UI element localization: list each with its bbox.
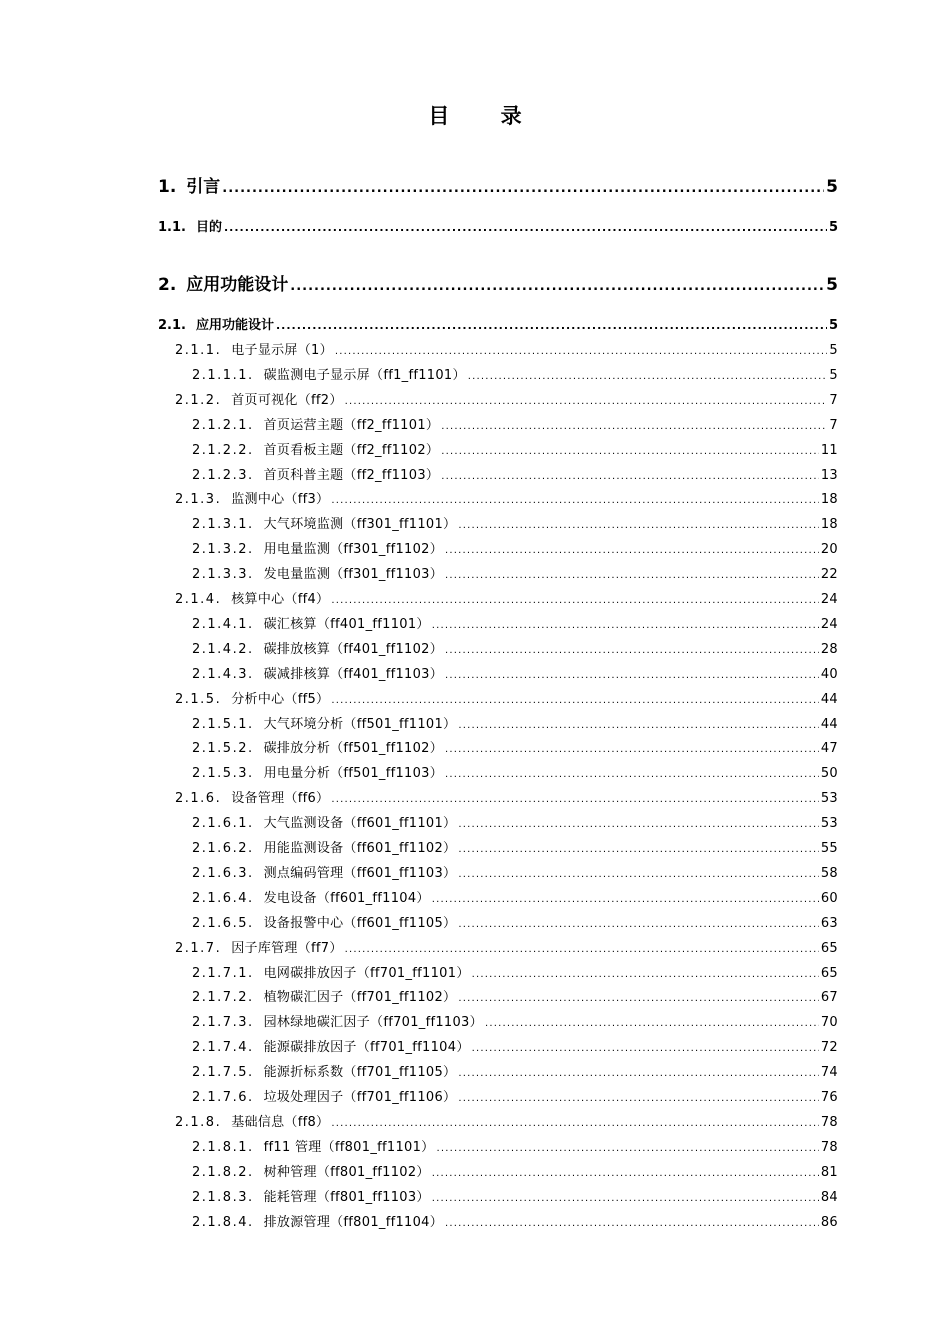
toc-entry-number: 2.1.7.5. (192, 1065, 254, 1081)
toc-entry-text: 因子库管理（ff7） (231, 940, 343, 956)
toc-entry-text: ff11 管理（ff801_ff1101） (263, 1139, 435, 1155)
toc-entry[interactable] (175, 787, 838, 806)
toc-entry-label (192, 1011, 483, 1030)
toc-entry-number: 2.1.1. (175, 343, 222, 358)
toc-entry-number: 2.1.2. (175, 392, 222, 408)
toc-entry-text: 基础信息（ff8） (231, 1114, 330, 1130)
toc-dot-leader (445, 741, 819, 756)
toc-entry-number: 2.1.4.1. (192, 616, 254, 632)
toc-entry-text: 能耗管理（ff801_ff1103） (263, 1189, 430, 1205)
toc-page-number: 78 (820, 1114, 838, 1130)
toc-entry[interactable] (192, 513, 838, 532)
toc-entry-number: 2.1.2.3. (192, 467, 254, 483)
toc-entry-text: 引言 (186, 177, 221, 197)
toc-dot-leader (345, 393, 828, 408)
toc-entry-label (192, 912, 456, 931)
toc-entry-label (175, 488, 329, 507)
toc-entry-number: 2.1.6.2. (192, 841, 254, 856)
toc-dot-leader (222, 177, 824, 197)
toc-entry[interactable] (192, 1211, 838, 1230)
toc-dot-leader (290, 275, 824, 295)
toc-entry-label (192, 538, 443, 557)
toc-page-number: 78 (820, 1139, 838, 1155)
toc-entry-text: 电网碳排放因子（ff701_ff1101） (263, 965, 470, 981)
toc-entry-number: 2.1.7.6. (192, 1090, 254, 1105)
toc-page-number: 5 (826, 177, 838, 197)
toc-entry[interactable] (175, 688, 838, 707)
toc-entry-label (192, 1136, 434, 1155)
toc-dot-leader (458, 717, 819, 732)
toc-entry[interactable] (192, 1061, 838, 1080)
toc-dot-leader (345, 941, 819, 956)
toc-entry-text: 首页科普主题（ff2_ff1103） (263, 467, 440, 483)
toc-page-number: 86 (820, 1214, 838, 1230)
toc-page-number: 18 (820, 492, 838, 508)
toc-entry-label (192, 1161, 430, 1180)
toc-dot-leader (445, 1215, 819, 1230)
toc-dot-leader (331, 492, 819, 507)
toc-page-number: 74 (820, 1065, 838, 1081)
toc-entry[interactable] (158, 314, 838, 333)
toc-dot-leader (458, 916, 819, 931)
toc-dot-leader (331, 1115, 819, 1130)
toc-entry-number: 2.1.6.1. (192, 816, 254, 832)
toc-entry-number: 2.1.7.2. (192, 990, 254, 1006)
toc-page-number: 65 (820, 965, 838, 981)
toc-page-number: 11 (820, 442, 838, 458)
toc-entry-label (192, 1186, 430, 1205)
toc-entry-number: 1.1. (158, 220, 186, 235)
toc-entry[interactable] (192, 962, 838, 981)
toc-entry[interactable] (158, 270, 838, 295)
toc-entry[interactable] (192, 1161, 838, 1180)
toc-entry-label (192, 638, 443, 657)
toc-entry-number: 2.1.3.1. (192, 517, 254, 533)
toc-entry[interactable] (192, 414, 838, 433)
toc-page-number: 7 (829, 392, 838, 408)
toc-entry[interactable] (192, 663, 838, 682)
toc-entry-text: 测点编码管理（ff601_ff1103） (263, 865, 457, 881)
toc-entry-label (192, 1086, 456, 1105)
toc-entry[interactable] (192, 563, 838, 582)
toc-dot-leader (432, 617, 819, 632)
toc-entry[interactable] (175, 389, 838, 408)
toc-dot-leader (441, 418, 827, 433)
toc-dot-leader (432, 1165, 819, 1180)
toc-entry[interactable] (192, 1186, 838, 1205)
toc-entry-text: 应用功能设计 (186, 275, 289, 295)
toc-entry-label (192, 563, 443, 582)
toc-entry-text: 目的 (195, 220, 222, 235)
toc-page-number: 60 (820, 890, 838, 906)
toc-entry-number: 2.1.3.3. (192, 567, 254, 583)
toc-entry[interactable] (192, 464, 838, 483)
toc-dot-leader (485, 1015, 819, 1030)
toc-entry-number: 2.1.8.2. (192, 1164, 254, 1180)
toc-dot-leader (458, 990, 819, 1005)
toc-entry-text: 碳汇核算（ff401_ff1101） (263, 616, 430, 632)
toc-page-number: 53 (820, 791, 838, 807)
toc-entry-number: 2.1.5.2. (192, 741, 254, 757)
toc-entry[interactable] (192, 762, 838, 781)
toc-entry-number: 2.1.8.1. (192, 1139, 254, 1155)
toc-dot-leader (458, 1090, 819, 1105)
toc-page-number: 22 (820, 567, 838, 583)
toc-page-number: 65 (820, 940, 838, 956)
toc-page-number: 63 (820, 915, 838, 931)
toc-page-number: 72 (820, 1040, 838, 1056)
toc-entry-text: 核算中心（ff4） (231, 592, 330, 607)
toc-entry-label (192, 762, 443, 781)
toc-entry[interactable] (158, 216, 838, 235)
toc-entry-label (192, 613, 430, 632)
toc-entry-text: 用电量分析（ff501_ff1103） (263, 766, 444, 782)
toc-entry-number: 2.1.7.4. (192, 1040, 254, 1056)
toc-entry-label (158, 270, 288, 295)
toc-dot-leader (458, 517, 819, 532)
toc-page-number: 24 (820, 592, 838, 607)
toc-page-number: 5 (826, 275, 838, 295)
toc-entry[interactable] (175, 339, 838, 358)
toc-page-number: 76 (820, 1090, 838, 1105)
toc-dot-leader (445, 667, 819, 682)
toc-entry-label (192, 464, 439, 483)
toc-entry-text: 分析中心（ff5） (231, 691, 330, 707)
toc-dot-leader (445, 567, 819, 582)
toc-entry-label (192, 862, 456, 881)
toc-page-number: 50 (820, 766, 838, 782)
toc-entry-label (175, 787, 329, 806)
toc-entry-text: 设备管理（ff6） (231, 791, 330, 807)
toc-entry-number: 2.1. (158, 318, 186, 333)
toc-page-number: 13 (820, 467, 838, 483)
toc-entry[interactable] (192, 986, 838, 1005)
toc-entry[interactable] (192, 638, 838, 657)
toc-entry[interactable] (175, 588, 838, 607)
page-title: 目 录 (428, 104, 544, 128)
toc-entry-text: 碳排放分析（ff501_ff1102） (263, 741, 444, 757)
toc-dot-leader (441, 443, 819, 458)
toc-entry[interactable] (192, 887, 838, 906)
toc-entry[interactable] (192, 1086, 838, 1105)
toc-entry-number: 2.1.7. (175, 940, 222, 956)
toc-dot-leader (458, 841, 819, 856)
toc-entry-label (175, 688, 329, 707)
toc-entry-number: 2.1.5.1. (192, 716, 254, 732)
toc-dot-leader (436, 1140, 818, 1155)
toc-entry-text: 用电量监测（ff301_ff1102） (263, 542, 444, 558)
toc-entry-number: 2. (158, 275, 177, 295)
toc-dot-leader (472, 1040, 819, 1055)
toc-dot-leader (468, 368, 828, 383)
toc-page-number: 28 (820, 641, 838, 657)
toc-entry-label (192, 1211, 443, 1230)
toc-page-number: 5 (828, 318, 838, 333)
toc-entry[interactable] (175, 1111, 838, 1130)
toc-dot-leader (331, 692, 819, 707)
toc-page-number: 70 (820, 1015, 838, 1031)
toc-entry-label (175, 1111, 329, 1130)
toc-entry-label (192, 962, 470, 981)
toc-entry-label (192, 663, 443, 682)
toc-dot-leader (445, 642, 819, 657)
toc-dot-leader (458, 1065, 819, 1080)
toc-entry-label (192, 737, 443, 756)
toc-entry[interactable] (192, 1036, 838, 1055)
toc-dot-leader (472, 966, 819, 981)
toc-entry[interactable] (192, 837, 838, 856)
toc-page-number: 44 (820, 691, 838, 707)
toc-entry-label (192, 812, 456, 831)
toc-entry-text: 碳排放核算（ff401_ff1102） (263, 641, 444, 657)
toc-entry-number: 2.1.2.1. (192, 417, 254, 433)
toc-dot-leader (335, 343, 828, 358)
toc-entry[interactable] (175, 937, 838, 956)
toc-entry-label (192, 513, 456, 532)
toc-page-number: 7 (829, 417, 838, 433)
toc-page-number: 84 (820, 1189, 838, 1205)
toc-entry-text: 发电量监测（ff301_ff1103） (263, 567, 444, 583)
toc-entry-number: 2.1.5. (175, 691, 222, 707)
toc-entry-text: 首页运营主题（ff2_ff1101） (263, 417, 440, 433)
toc-entry-text: 园林绿地碳汇因子（ff701_ff1103） (263, 1015, 483, 1031)
toc-entry-number: 2.1.8.4. (192, 1214, 254, 1230)
toc-entry-text: 设备报警中心（ff601_ff1105） (263, 915, 457, 931)
toc-entry-label (192, 414, 439, 433)
toc-entry-text: 电子显示屏（1） (231, 343, 333, 358)
toc-entry-text: 大气环境监测（ff301_ff1101） (263, 517, 457, 533)
toc-entry[interactable] (158, 172, 838, 197)
toc-entry-number: 2.1.8.3. (192, 1189, 254, 1205)
toc-entry-label (192, 364, 466, 383)
toc-entry[interactable] (192, 713, 838, 732)
toc-entry-text: 碳减排核算（ff401_ff1103） (263, 666, 444, 682)
toc-entry-number: 2.1.1.1. (192, 367, 254, 383)
toc-entry-text: 排放源管理（ff801_ff1104） (263, 1214, 444, 1230)
toc-entry-text: 首页可视化（ff2） (231, 392, 343, 408)
toc-dot-leader (331, 791, 819, 806)
toc-entry-number: 2.1.6.3. (192, 865, 254, 881)
toc-page-number: 18 (820, 517, 838, 533)
toc-entry-text: 树种管理（ff801_ff1102） (263, 1164, 430, 1180)
toc-entry-label (158, 216, 222, 235)
toc-entry-number: 2.1.8. (175, 1114, 222, 1130)
toc-entry-number: 2.1.5.3. (192, 766, 254, 782)
toc-entry-text: 首页看板主题（ff2_ff1102） (263, 442, 440, 458)
toc-entry[interactable] (192, 737, 838, 756)
toc-entry-number: 2.1.7.1. (192, 965, 254, 981)
toc-entry-number: 2.1.4. (175, 592, 222, 607)
toc-entry[interactable] (175, 488, 838, 507)
toc-page-number: 40 (820, 666, 838, 682)
toc-entry[interactable] (192, 364, 838, 383)
toc-page-number: 67 (820, 990, 838, 1006)
toc-entry-text: 碳监测电子显示屏（ff1_ff1101） (263, 367, 466, 383)
toc-entry-label (158, 172, 220, 197)
toc-entry-label (175, 389, 343, 408)
toc-entry-number: 2.1.6.4. (192, 890, 254, 906)
toc-entry-number: 2.1.6. (175, 791, 222, 807)
toc-entry-number: 2.1.3. (175, 492, 222, 508)
toc-entry[interactable] (192, 613, 838, 632)
toc-entry[interactable] (192, 812, 838, 831)
toc-entry[interactable] (192, 862, 838, 881)
toc-entry-label (175, 588, 329, 607)
toc-page-number: 5 (829, 367, 838, 383)
toc-entry[interactable] (192, 1011, 838, 1030)
toc-page-number: 53 (820, 816, 838, 832)
toc-entry-text: 大气监测设备（ff601_ff1101） (263, 816, 457, 832)
toc-entry-label (175, 937, 343, 956)
toc-entry-text: 能源碳排放因子（ff701_ff1104） (263, 1040, 470, 1056)
toc-dot-leader (432, 1190, 819, 1205)
toc-entry-label (192, 986, 456, 1005)
toc-entry-text: 植物碳汇因子（ff701_ff1102） (263, 990, 457, 1006)
toc-entry-label (192, 1061, 456, 1080)
toc-entry[interactable] (192, 538, 838, 557)
toc-entry-number: 2.1.3.2. (192, 542, 254, 558)
toc-entry-text: 应用功能设计 (195, 318, 274, 333)
toc-page-number: 20 (820, 542, 838, 558)
toc-entry-number: 2.1.4.2. (192, 641, 254, 657)
toc-dot-leader (458, 816, 819, 831)
toc-entry-number: 2.1.6.5. (192, 915, 254, 931)
toc-entry-number: 2.1.7.3. (192, 1015, 254, 1031)
toc-entry-number: 2.1.2.2. (192, 442, 254, 458)
toc-page-number: 5 (829, 343, 838, 358)
toc-entry-text: 大气环境分析（ff501_ff1101） (263, 716, 457, 732)
toc-entry-label (158, 314, 274, 333)
toc-entry-label (192, 713, 456, 732)
toc-dot-leader (432, 891, 819, 906)
toc-dot-leader (224, 220, 827, 235)
toc-page-number: 24 (820, 616, 838, 632)
toc-dot-leader (441, 468, 819, 483)
toc-page-number: 58 (820, 865, 838, 881)
toc-entry-text: 监测中心（ff3） (231, 492, 330, 508)
toc-dot-leader (331, 592, 819, 607)
toc-page-number: 47 (820, 741, 838, 757)
toc-entry-number: 2.1.4.3. (192, 666, 254, 682)
toc-entry[interactable] (192, 439, 838, 458)
toc-entry-text: 用能监测设备（ff601_ff1102） (263, 841, 457, 856)
toc-dot-leader (458, 866, 819, 881)
toc-entry-number: 1. (158, 177, 177, 197)
toc-entry-label (175, 339, 333, 358)
toc-entry-label (192, 887, 430, 906)
toc-entry-label (192, 439, 439, 458)
toc-dot-leader (445, 766, 819, 781)
toc-page-number: 55 (820, 841, 838, 856)
toc-entry[interactable] (192, 1136, 838, 1155)
toc-entry-text: 垃圾处理因子（ff701_ff1106） (263, 1090, 457, 1105)
toc-entry-text: 能源折标系数（ff701_ff1105） (263, 1065, 457, 1081)
toc-page-number: 5 (828, 220, 838, 235)
toc-dot-leader (445, 542, 819, 557)
toc-entry-label (192, 1036, 470, 1055)
toc-dot-leader (276, 318, 827, 333)
toc-page-number: 81 (820, 1164, 838, 1180)
toc-entry-text: 发电设备（ff601_ff1104） (263, 890, 430, 906)
toc-page-number: 44 (820, 716, 838, 732)
toc-entry[interactable] (192, 912, 838, 931)
toc-entry-label (192, 837, 456, 856)
